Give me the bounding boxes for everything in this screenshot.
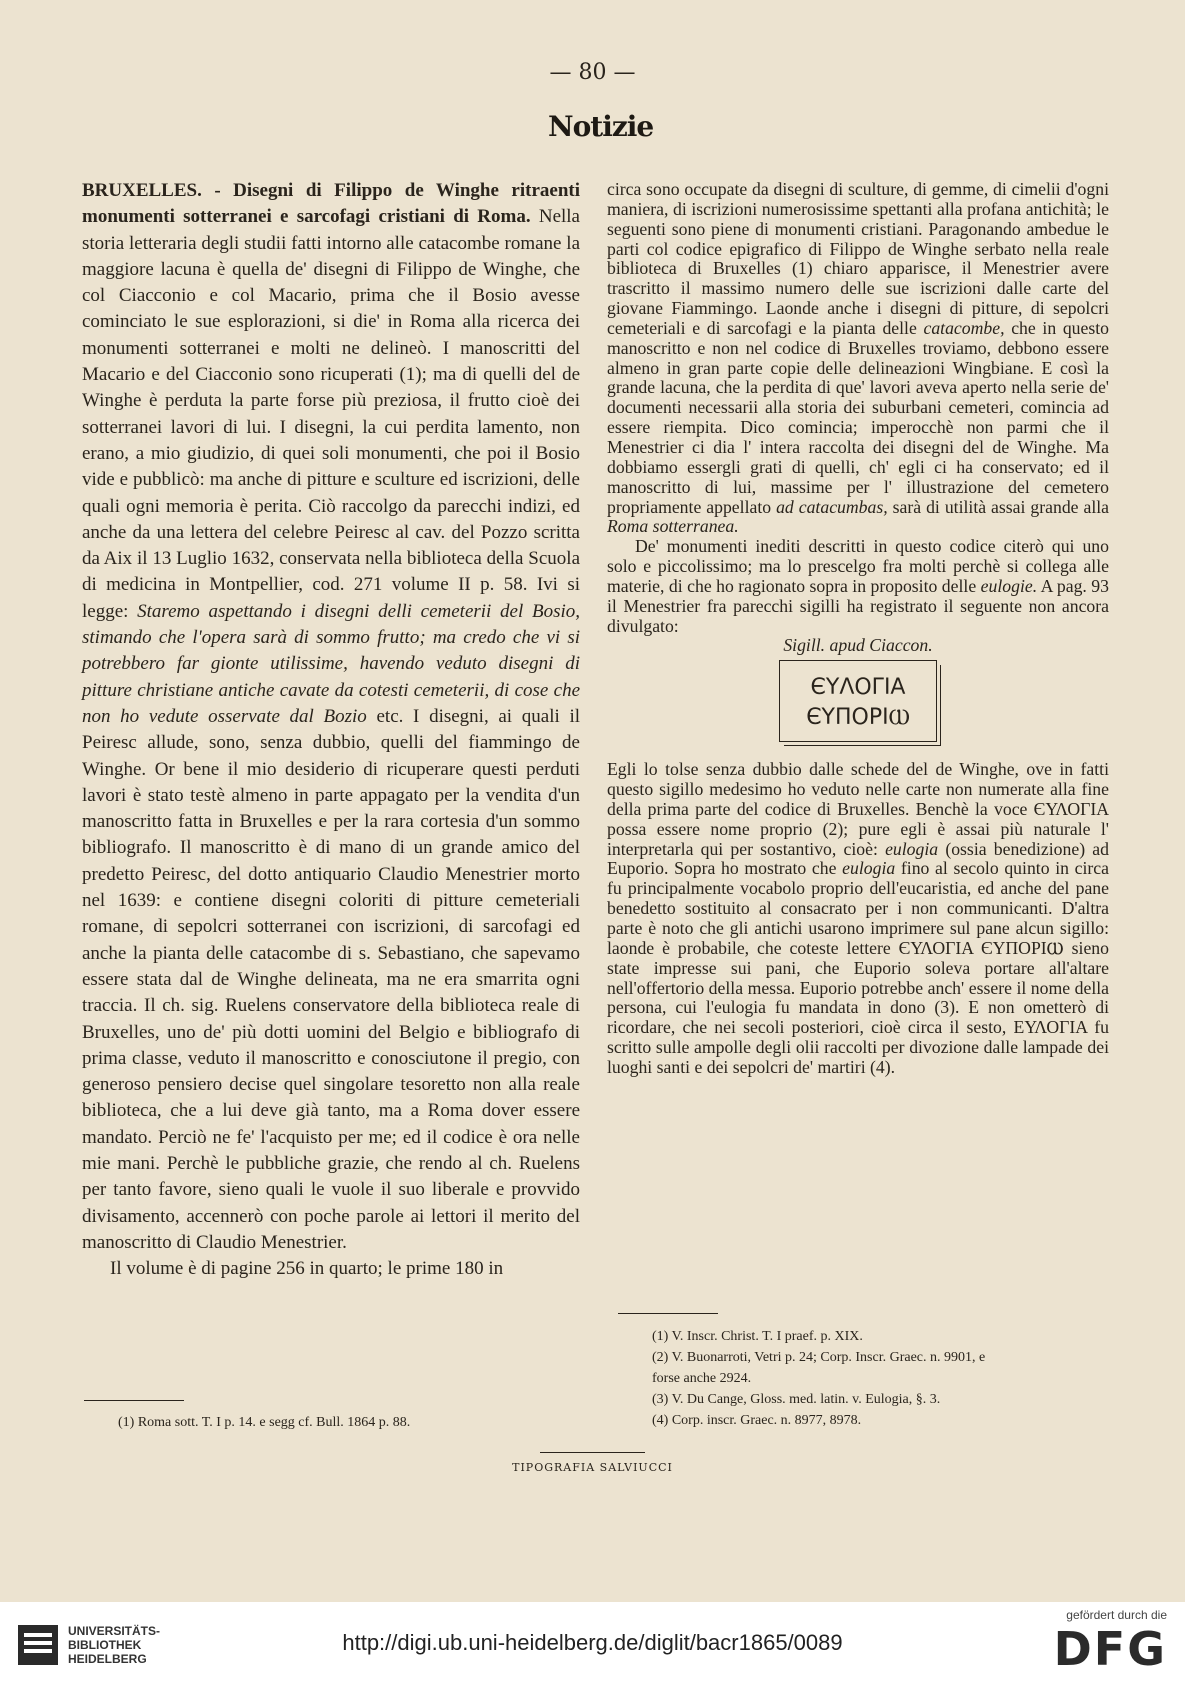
- left-column: [82, 178, 580, 1282]
- left-p1-text: Nella storia letteraria degli studii fatti intorno alle catacombe romane la maggiore lacuna è quella de' disegni di Filippo de Winghe, che col Ciacconio e col Macario, prima che il Bosio avesse cominciato le sue esplorazioni, si die' in Roma alla ricerca dei monumenti sotterranei e molti ne delineò. I manoscritti del Macario e del Ciacconio sono ricuperati (1); ma di quelli del de Winghe è perduta la parte forse più preziosa, il frutto cioè dei sotterranei lavori di lui. I disegni, la cui perdita lamento, non erano, a mio giudizio, di quei soli monumenti, che poi il Bosio vide e pubblicò: ma anche di pitture e sculture ed iscrizioni, delle quali ogni memoria è perita. Ciò raccolgo da parecchi indizi, ed anche da una lettera del celebre Peiresc al cav. del Pozzo scritta da Aix il 13 Luglio 1632, conservata nella biblioteca della Scuola di medicina in Montpellier, cod. 271 volume II p. 58. Ivi si legge:: [82, 206, 580, 622]
- right-p1-italic-1: catacombe,: [923, 317, 1005, 338]
- footnotes-left: [118, 1412, 588, 1433]
- footnote-right-1: (1) V. Inscr. Christ. T. I praef. p. XIX.: [652, 1329, 863, 1344]
- dfg-logo: DFG: [1053, 1622, 1167, 1676]
- left-paragraph-2: Il volume è di pagine 256 in quarto; le prime 180 in: [110, 1258, 504, 1280]
- right-p1-b: che in questo manoscritto e non nel codice di Bruxelles troviamo, debbono essere almeno in gran parte copie delle delineazioni Wingbiane. E così la grande lacuna, che la perdita di que' lavori aveva aperto nella serie de' documenti necessarii alla storia dei suburbani cemeteri, comincia ad essere riempita. Dico comincia; imperocchè non parmi che il Menestrier ci dia l' intera raccolta dei disegni del de Winghe. Ma dobbiamo essergli grati di quelli, ch' egli ci ha conservato; ed il manoscritto di lui, massime per l' illustrazione del cemetero propriamente appellato: [607, 317, 1110, 517]
- article-heading: BRUXELLES. - Disegni di Filippo de Winghe ritraenti monumenti sotterranei e sarcofagi cristiani di Roma.: [82, 180, 580, 228]
- right-p1-c: sarà di utilità assai grande alla: [892, 496, 1110, 517]
- right-p3-b: (ossia benedizione) ad Euporio. Sopra ho mostrato che: [607, 838, 1109, 879]
- seal-line-2: ЄΥΠΟΡΙⲰ: [806, 705, 910, 731]
- footnote-right-4: (4) Corp. inscr. Graec. n. 8977, 8978.: [652, 1413, 862, 1428]
- left-p1-rest: etc. I disegni, ai quali il Peiresc allude, sono, senza dubbio, quelli del fiammingo de Winghe. Or bene il mio desiderio di ricuperare questi perduti lavori è stato testè almeno in parte appagato per la vendita d'un manoscritto fatta in Bruxelles e per la rara cortesia d'un sommo bibliografo. Il manoscritto è di mano di un grande amico del predetto Peiresc, del dotto antiquario Claudio Menestrier morto nel 1639: e contiene disegni coloriti di pitture cemeteriali romane, di sepolcri sotterranei con iscrizioni, di sarcofagi ed anche la pianta delle catacombe di s. Sebastiano, che sapevamo essere stata dal de Winghe delineata, ma ne era smarrita ogni traccia. Il ch. sig. Ruelens conservatore della biblioteca reale di Bruxelles, uno de' più dotti uomini del Belgio e bibliografo di prima classe, veduto il manoscritto e conosciutone il pregio, con generoso pensiero decise quel singolare tesoretto non alla reale biblioteca, che a lui deve già tanto, ma a Roma dover essere mandato. Perciò ne fe' l'acquisto per me; ed il codice è ora nelle mie mani. Perchè le pubbliche grazie, che rendo al ch. Ruelens per tanto favore, sieno quali le vuole il suo liberale e provvido divisamento, accennerò con poche parole ai lettori il merito del manoscritto di Claudio Menestrier.: [82, 705, 580, 1253]
- permalink-url[interactable]: http://digi.ub.uni-heidelberg.de/diglit/bacr1865/0089: [342, 1630, 843, 1655]
- printer-imprint: TIPOGRAFIA SALVIUCCI: [512, 1461, 673, 1474]
- footnote-right-2-cont: forse anche 2924.: [652, 1371, 752, 1386]
- right-p2-b: A pag. 93 il Menestrier fra parecchi sigilli ha registrato il seguente non ancora divulgato:: [607, 575, 1109, 636]
- viewer-footer: [0, 1602, 1185, 1686]
- footnotes-right: [652, 1326, 1112, 1431]
- left-paragraph-1: [82, 178, 580, 1256]
- footnote-rule-left: [84, 1400, 184, 1401]
- right-p2-italic: eulogie.: [980, 575, 1038, 596]
- right-paragraph-3: [607, 760, 1109, 1078]
- right-paragraph-1: [607, 180, 1109, 537]
- right-p2-a: De' monumenti inediti descritti in questo codice citerò qui uno solo e piccolissimo; ma lo prescelgo fra molti perchè si collega alle materie, di che ho ragionato sopra in proposito delle: [607, 536, 1109, 596]
- right-column: [607, 180, 1109, 1078]
- right-p3-italic-2: eulogia: [842, 858, 896, 879]
- seal-line-1: ЄΥΛΟΓΙΑ: [810, 675, 906, 701]
- footnote-right-3: (3) V. Du Cange, Gloss. med. latin. v. Eulogia, §. 3.: [652, 1392, 941, 1407]
- library-name-line-1: UNIVERSITÄTS-: [68, 1624, 161, 1638]
- right-p3-c: fino al secolo quinto in circa fu principalmente vocabolo proprio dell'eucaristia, ed anche del pane benedetto sostituito al consacrato per i non communicanti. D'altra parte è noto che gli antichi usarono imprimere sul pane alcun sigillo: laonde è probabile, che coteste lettere ЄΥΛΟΓΙΑ ЄΥΠΟΡΙⲰ sieno state impresse sui pani, che Euporio soleva portare all'altare nell'offertorio della messa. Euporio potrebbe anch' essere il nome della persona, cui l'eulogia fu mandata in dono (3). E non ometterò di ricordare, che nei secoli posteriori, cioè circa il sesto, ΕΥΛΟΓΙΑ fu scritto sulle ampolle degli olii raccolti per divozione dalle lampade dei luoghi santi e dei sepolcri de' martiri (4).: [607, 858, 1109, 1077]
- peiresc-quote: Staremo aspettando i disegni delli cemeterii del Bosio, stimando che l'opera sarà di sommo frutto; ma credo che vi si potrebbero far gionte utilissime, havendo veduto disegni di pitture christiane antiche cavate da cotesti cemeterii, di cose che non ho vedute osservate dal Bozio: [82, 600, 580, 727]
- seal-box: [779, 660, 937, 742]
- right-p1-a: circa sono occupate da disegni di sculture, di gemme, di cimelii d'ogni maniera, di iscrizioni numerosissime spettanti alla profana antichità; le seguenti sono piene di monumenti cristiani. Paragonando ambedue le parti col codice epigrafico di Filippo de Winghe serbato nella reale biblioteca di Bruxelles (1) chiaro apparisce, il Menestrier avere trascritto il massimo numero delle sue iscrizioni dalle carte del giovane Fiammingo. Laonde anche i disegni di pitture, di sepolcri cemeteriali e di sarcofagi e la pianta delle: [607, 179, 1109, 338]
- library-name-line-3: HEIDELBERG: [68, 1652, 147, 1666]
- right-p3-a: Egli lo tolse senza dubbio dalle schede del de Winghe, ove in fatti questo sigillo medesimo ho veduto nelle carte non numerate alla fine della prima parte del codice di Bruxelles. Benchè la voce ЄΥΛΟΓΙΑ possa essere nome proprio (2); pure egli è assai più naturale l' interpretarla qui per sostantivo, cioè:: [607, 759, 1109, 859]
- sponsor[interactable]: [1054, 1608, 1167, 1674]
- footnote-left-1: (1) Roma sott. T. I p. 14. e segg cf. Bull. 1864 p. 88.: [118, 1415, 411, 1430]
- section-title: Notizie: [548, 110, 654, 143]
- printer-rule: [540, 1452, 645, 1453]
- seal-caption: Sigill. apud Ciaccon.: [783, 635, 933, 656]
- right-p3-italic-1: eulogia: [885, 838, 939, 859]
- library-name-line-2: BIBLIOTHEK: [68, 1638, 142, 1652]
- page-number: — 80 —: [549, 60, 636, 85]
- sponsor-text: gefördert durch die: [1066, 1608, 1167, 1622]
- right-paragraph-2: [607, 537, 1109, 636]
- footnote-rule-right: [618, 1313, 718, 1314]
- right-p1-italic-3: Roma sotterranea.: [607, 516, 739, 537]
- footnote-right-2: (2) V. Buonarroti, Vetri p. 24; Corp. Inscr. Graec. n. 9901, e: [652, 1350, 986, 1365]
- right-p1-italic-2: ad catacumbas,: [776, 496, 888, 517]
